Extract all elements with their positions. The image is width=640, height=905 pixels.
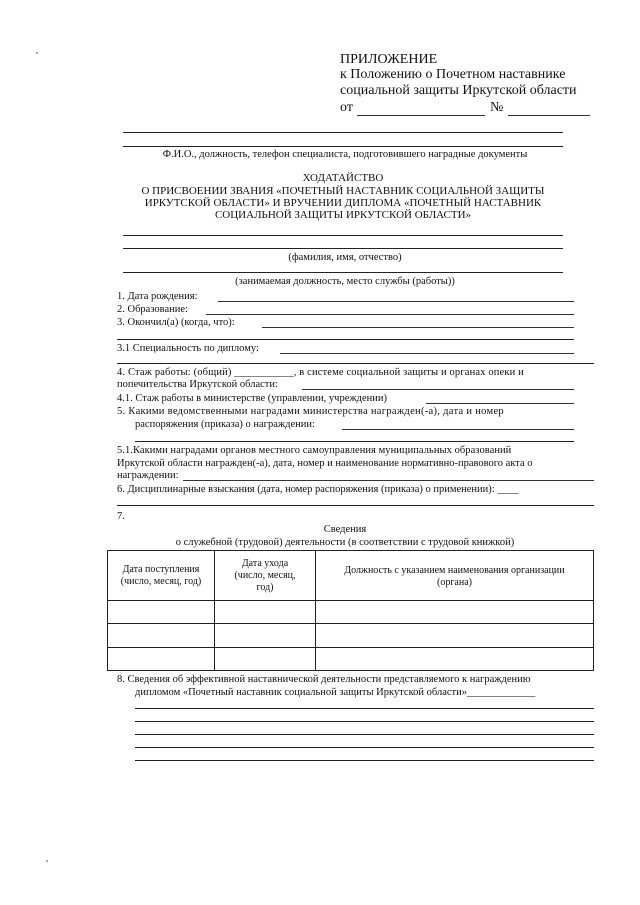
item-4-1-ministry-experience: 4.1. Стаж работы в министерстве (управлении, учреждении) (117, 393, 387, 404)
region-experience-field[interactable] (302, 389, 574, 390)
ministry-awards-field[interactable] (342, 429, 574, 430)
graduated-field[interactable] (262, 327, 574, 328)
col-position-sub: (органа) (437, 577, 472, 588)
item-6-disciplinary: 6. Дисциплинарные взыскания (дата, номер распоряжения (приказа) о применении): ____ (117, 484, 519, 495)
item-8-mentoring-cont: дипломом «Почетный наставник социальной защиты Иркутской области»_____________ (135, 687, 536, 698)
table-row (108, 601, 594, 624)
appendix-from-label: от (340, 100, 353, 115)
petition-title-line-3: ИРКУТСКОЙ ОБЛАСТИ» И ВРУЧЕНИИ ДИПЛОМА «ПОЧЕТНЫЙ НАСТАВНИК (144, 197, 542, 209)
table-cell[interactable] (316, 648, 594, 671)
appendix-line-1: к Положению о Почетном наставнике (340, 67, 566, 82)
work-info-title: Сведения (323, 524, 367, 535)
table-cell[interactable] (215, 601, 316, 624)
position-line[interactable] (123, 272, 563, 273)
table-row (108, 624, 594, 648)
mentoring-line-5[interactable] (135, 760, 594, 761)
mentoring-line-2[interactable] (135, 721, 594, 722)
table-cell[interactable] (215, 648, 316, 671)
table-row (108, 648, 594, 671)
item-3-1-extra-line[interactable] (117, 363, 594, 364)
birth-date-field[interactable] (218, 301, 574, 302)
item-5-ministry-awards: 5. Какими ведомственными наградами министерства награжден(-а), дата и номер (117, 406, 504, 417)
preparer-line-2[interactable] (123, 146, 563, 147)
col-position-label: Должность с указанием наименования организации (344, 565, 565, 576)
position-caption: (занимаемая должность, место службы (работы)) (235, 276, 455, 287)
item-4-experience: 4. Стаж работы: (общий) ___________, в системе социальной защиты и органах опеки и (117, 367, 524, 378)
item-5-1-municipal-awards: 5.1.Какими наградами органов местного самоуправления муниципальных образований (117, 445, 512, 456)
petition-title-line-2: О ПРИСВОЕНИИ ЗВАНИЯ «ПОЧЕТНЫЙ НАСТАВНИК СОЦИАЛЬНОЙ ЗАЩИТЫ (141, 185, 545, 197)
table-cell[interactable] (316, 601, 594, 624)
graduated-extra-line[interactable] (117, 339, 574, 340)
item-8-mentoring: 8. Сведения об эффективной наставнической деятельности представляемого к награждению (117, 674, 531, 685)
table-cell[interactable] (316, 624, 594, 648)
petition-title-line-4: СОЦИАЛЬНОЙ ЗАЩИТЫ ИРКУТСКОЙ ОБЛАСТИ» (214, 209, 472, 221)
education-field[interactable] (206, 314, 574, 315)
appendix-number-field[interactable] (508, 115, 590, 116)
mentoring-line-1[interactable] (135, 708, 594, 709)
appendix-line-2: социальной защиты Иркутской области (340, 83, 577, 98)
col-start-date-label: Дата поступления (122, 563, 200, 575)
preparer-line-1[interactable] (123, 132, 563, 133)
table-header-row (108, 551, 594, 601)
table-cell[interactable] (108, 624, 215, 648)
table-cell[interactable] (108, 648, 215, 671)
table-cell[interactable] (108, 601, 215, 624)
preparer-caption: Ф.И.О., должность, телефон специалиста, подготовившего наградные документы (162, 149, 528, 160)
item-3-1-specialty: 3.1 Специальность по диплому: (117, 343, 259, 354)
col-position-header (316, 551, 594, 601)
ministry-awards-extra-line[interactable] (135, 441, 574, 442)
item-4-experience-cont: попечительства Иркутской области: (117, 379, 278, 390)
fio-line-2[interactable] (123, 248, 563, 249)
scan-speck (46, 860, 48, 862)
col-end-date-sub-2: год) (256, 581, 274, 593)
mentoring-line-3[interactable] (135, 734, 594, 735)
fio-line-1[interactable] (123, 235, 563, 236)
appendix-title: ПРИЛОЖЕНИЕ (340, 52, 438, 67)
mentoring-line-4[interactable] (135, 747, 594, 748)
table-cell[interactable] (215, 624, 316, 648)
appendix-date-field[interactable] (357, 115, 485, 116)
item-1-birth-date: 1. Дата рождения: (117, 291, 198, 302)
item-5-1-municipal-awards-cont-2: награждении: (117, 470, 179, 481)
col-start-date-sub: (число, месяц, год) (120, 575, 202, 587)
petition-title: ХОДАТАЙСТВО (302, 172, 384, 184)
ministry-experience-field[interactable] (426, 403, 574, 404)
col-end-date-sub: (число, месяц, (234, 569, 296, 581)
item-7: 7. (117, 511, 125, 522)
col-start-date-header (108, 551, 215, 601)
disciplinary-extra-line[interactable] (117, 505, 594, 506)
item-5-ministry-awards-cont: распоряжения (приказа) о награждении: (135, 419, 315, 430)
col-end-date-label: Дата ухода (241, 557, 289, 569)
municipal-awards-field[interactable] (183, 480, 594, 481)
item-5-1-municipal-awards-cont: Иркутской области награжден(-а), дата, номер и наименование нормативно-правового акта о (117, 458, 533, 469)
item-2-education: 2. Образование: (117, 304, 188, 315)
work-history-table (107, 550, 594, 671)
scan-speck (36, 52, 38, 54)
col-end-date-header (215, 551, 316, 601)
item-3-graduated: 3. Окончил(а) (когда, что): (117, 317, 235, 328)
specialty-field[interactable] (280, 353, 574, 354)
appendix-number-label: № (490, 100, 504, 115)
work-info-subtitle: о служебной (трудовой) деятельности (в соответствии с трудовой книжкой) (175, 537, 515, 548)
fio-caption: (фамилия, имя, отчество) (288, 252, 402, 263)
